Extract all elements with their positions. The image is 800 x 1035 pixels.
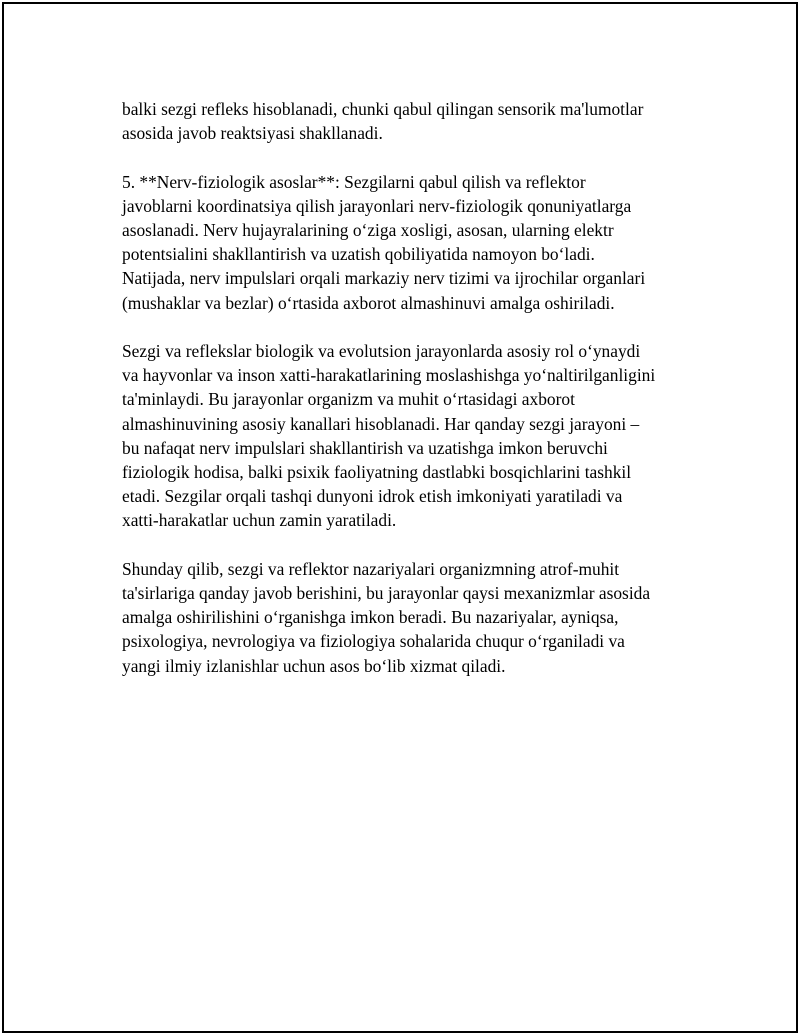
paragraph-sezgi-va-reflekslar: Sezgi va reflekslar biologik va evolutsion jarayonlarda asosiy rol o‘ynaydi va hayvonlar va inson xatti-harakatlarining moslashishga yo‘naltirilganligini ta'minlaydi. Bu jarayonlar organizm va muhit o‘rtasidagi axborot almashinuvining asosiy kanallari hisoblanadi. Har qanday sezgi jarayoni – bu nafaqat nerv impulslari shakllantirish va uzatishga imkon beruvchi fiziologik hodisa, balki psixik faoliyatning dastlabki bosqichlarini tashkil etadi. Sezgilar orqali tashqi dunyoni idrok etish imkoniyati yaratiladi va xatti-harakatlar uchun zamin yaratiladi. — [122, 341, 656, 531]
document-body — [122, 97, 702, 702]
page-frame — [2, 2, 798, 1033]
paragraph-nerv-fiziologik-asoslar: 5. **Nerv-fiziologik asoslar**: Sezgilarni qabul qilish va reflektor javoblarni koordinatsiya qilish jarayonlari nerv-fiziologik qonuniyatlarga asoslanadi. Nerv hujayralarining o‘ziga xosligi, asosan, ularning elektr potentsialini shakllantirish va uzatish qobiliyatida namoyon bo‘ladi. Natijada, nerv impulslari orqali markaziy nerv tizimi va ijrochilar organlari (mushaklar va bezlar) o‘rtasida axborot almashinuvi amalga oshiriladi. — [122, 171, 646, 313]
paragraph-conclusion: Shunday qilib, sezgi va reflektor nazariyalari organizmning atrof-muhit ta'sirlariga qanday javob berishini, bu jarayonlar qaysi mexanizmlar asosida amalga oshirilishini o‘rganishga imkon beradi. Bu nazariyalar, ayniqsa, psixologiya, nevrologiya va fiziologiya sohalarida chuqur o‘rganiladi va yangi ilmiy izlanishlar uchun asos bo‘lib xizmat qiladi. — [122, 558, 651, 676]
paragraph-continuation: balki sezgi refleks hisoblanadi, chunki qabul qilingan sensorik ma'lumotlar asosida javob reaktsiyasi shakllanadi. — [122, 99, 644, 144]
